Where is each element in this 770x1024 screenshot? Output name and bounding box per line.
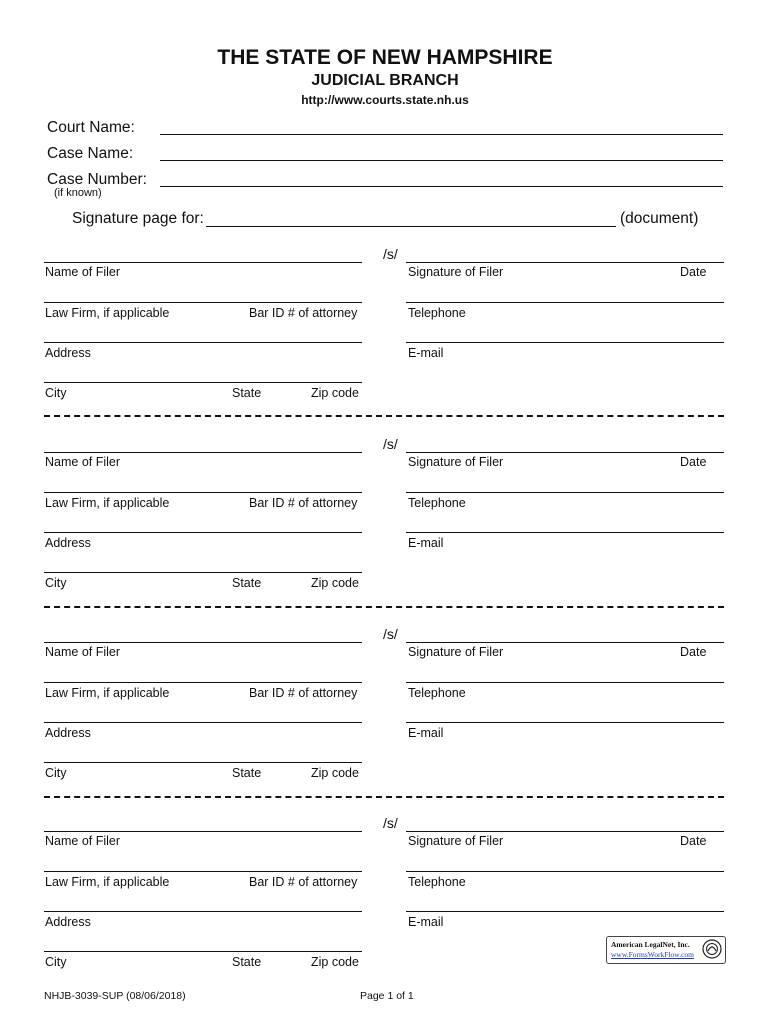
address-line — [44, 532, 362, 533]
state-label: State — [232, 766, 262, 780]
city-line — [44, 762, 362, 763]
date-label: Date — [680, 265, 707, 279]
filer-block-4 — [0, 815, 770, 1005]
section-divider-1 — [44, 415, 724, 417]
filer-signature-input[interactable] — [408, 433, 726, 451]
law-firm-label: Law Firm, if applicable — [45, 686, 170, 700]
signature-of-filer-label: Signature of Filer — [408, 455, 504, 469]
name-line — [44, 642, 362, 643]
case-number-line — [160, 186, 723, 187]
name-of-filer-label: Name of Filer — [45, 834, 121, 848]
section-divider-2 — [44, 606, 724, 608]
telephone-input[interactable] — [408, 663, 726, 681]
city-label: City — [45, 955, 67, 969]
bar-id-label: Bar ID # of attorney — [249, 875, 358, 889]
logo-name: American LegalNet, Inc. — [611, 940, 690, 949]
address-line — [44, 911, 362, 912]
city-state-zip-input[interactable] — [46, 743, 364, 761]
address-label: Address — [45, 346, 91, 360]
law-firm-line — [44, 302, 362, 303]
city-line — [44, 572, 362, 573]
sig-prefix: /s/ — [383, 246, 398, 262]
form-title: THE STATE OF NEW HAMPSHIRE — [217, 46, 553, 69]
law-firm-label: Law Firm, if applicable — [45, 306, 170, 320]
filer-name-input[interactable] — [46, 812, 364, 830]
court-name-line — [160, 134, 723, 135]
date-label: Date — [680, 834, 707, 848]
bar-id-label: Bar ID # of attorney — [249, 496, 358, 510]
email-line — [406, 722, 724, 723]
telephone-line — [406, 682, 724, 683]
address-label: Address — [45, 726, 91, 740]
filer-block-3 — [0, 626, 770, 816]
email-line — [406, 342, 724, 343]
email-label: E-mail — [408, 726, 444, 740]
email-input[interactable] — [408, 892, 726, 910]
email-input[interactable] — [408, 703, 726, 721]
signature-line — [406, 642, 724, 643]
email-input[interactable] — [408, 513, 726, 531]
case-number-label: Case Number: — [47, 171, 147, 188]
bar-id-label: Bar ID # of attorney — [249, 686, 358, 700]
signature-page-line — [206, 226, 616, 227]
name-line — [44, 452, 362, 453]
law-firm-input[interactable] — [46, 663, 364, 681]
telephone-input[interactable] — [408, 473, 726, 491]
law-firm-line — [44, 492, 362, 493]
email-line — [406, 532, 724, 533]
law-firm-input[interactable] — [46, 852, 364, 870]
telephone-line — [406, 302, 724, 303]
court-name-input[interactable] — [162, 115, 724, 133]
address-line — [44, 722, 362, 723]
telephone-input[interactable] — [408, 852, 726, 870]
address-line — [44, 342, 362, 343]
form-id: NHJB-3039-SUP (08/06/2018) — [44, 990, 186, 1002]
address-label: Address — [45, 536, 91, 550]
city-label: City — [45, 576, 67, 590]
telephone-line — [406, 492, 724, 493]
law-firm-line — [44, 871, 362, 872]
signature-of-filer-label: Signature of Filer — [408, 645, 504, 659]
signature-of-filer-label: Signature of Filer — [408, 834, 504, 848]
state-label: State — [232, 955, 262, 969]
sig-prefix: /s/ — [383, 626, 398, 642]
telephone-label: Telephone — [408, 686, 466, 700]
zip-code-label: Zip code — [311, 766, 359, 780]
filer-signature-input[interactable] — [408, 812, 726, 830]
bar-id-label: Bar ID # of attorney — [249, 306, 358, 320]
signature-of-filer-label: Signature of Filer — [408, 265, 504, 279]
form-subtitle: JUDICIAL BRANCH — [311, 72, 459, 89]
court-url: http://www.courts.state.nh.us — [301, 93, 469, 107]
city-line — [44, 951, 362, 952]
case-name-input[interactable] — [162, 141, 724, 159]
case-number-input[interactable] — [162, 167, 724, 185]
city-state-zip-input[interactable] — [46, 932, 364, 950]
state-label: State — [232, 576, 262, 590]
name-line — [44, 262, 362, 263]
state-label: State — [232, 386, 262, 400]
date-label: Date — [680, 645, 707, 659]
case-name-label: Case Name: — [47, 145, 134, 162]
telephone-input[interactable] — [408, 283, 726, 301]
address-input[interactable] — [46, 323, 364, 341]
name-of-filer-label: Name of Filer — [45, 645, 121, 659]
american-legalnet-logo[interactable] — [606, 936, 726, 964]
email-label: E-mail — [408, 536, 444, 550]
court-name-label: Court Name: — [47, 119, 135, 136]
name-of-filer-label: Name of Filer — [45, 265, 121, 279]
signature-page-label: Signature page for: — [72, 210, 204, 227]
address-label: Address — [45, 915, 91, 929]
address-input[interactable] — [46, 513, 364, 531]
signature-line — [406, 831, 724, 832]
law-firm-input[interactable] — [46, 473, 364, 491]
name-of-filer-label: Name of Filer — [45, 455, 121, 469]
email-label: E-mail — [408, 346, 444, 360]
zip-code-label: Zip code — [311, 576, 359, 590]
filer-block-1 — [0, 246, 770, 436]
law-firm-label: Law Firm, if applicable — [45, 875, 170, 889]
city-line — [44, 382, 362, 383]
email-label: E-mail — [408, 915, 444, 929]
sig-prefix: /s/ — [383, 815, 398, 831]
filer-signature-input[interactable] — [408, 623, 726, 641]
document-suffix: (document) — [620, 210, 699, 227]
logo-url[interactable]: www.FormsWorkFlow.com — [611, 950, 695, 959]
address-input[interactable] — [46, 703, 364, 721]
telephone-label: Telephone — [408, 875, 466, 889]
filer-name-input[interactable] — [46, 623, 364, 641]
page-number: Page 1 of 1 — [360, 990, 414, 1002]
signature-page-input[interactable] — [208, 207, 617, 225]
email-input[interactable] — [408, 323, 726, 341]
sig-prefix: /s/ — [383, 436, 398, 452]
city-label: City — [45, 766, 67, 780]
law-firm-input[interactable] — [46, 283, 364, 301]
filer-signature-input[interactable] — [408, 243, 726, 261]
name-line — [44, 831, 362, 832]
seal-icon — [702, 939, 722, 959]
filer-name-input[interactable] — [46, 433, 364, 451]
telephone-line — [406, 871, 724, 872]
date-label: Date — [680, 455, 707, 469]
filer-name-input[interactable] — [46, 243, 364, 261]
case-name-line — [160, 160, 723, 161]
section-divider-3 — [44, 796, 724, 798]
signature-line — [406, 452, 724, 453]
signature-line — [406, 262, 724, 263]
law-firm-line — [44, 682, 362, 683]
law-firm-label: Law Firm, if applicable — [45, 496, 170, 510]
zip-code-label: Zip code — [311, 955, 359, 969]
case-number-hint: (if known) — [54, 187, 102, 199]
city-state-zip-input[interactable] — [46, 553, 364, 571]
email-line — [406, 911, 724, 912]
city-state-zip-input[interactable] — [46, 363, 364, 381]
address-input[interactable] — [46, 892, 364, 910]
city-label: City — [45, 386, 67, 400]
telephone-label: Telephone — [408, 306, 466, 320]
filer-block-2 — [0, 436, 770, 626]
telephone-label: Telephone — [408, 496, 466, 510]
zip-code-label: Zip code — [311, 386, 359, 400]
